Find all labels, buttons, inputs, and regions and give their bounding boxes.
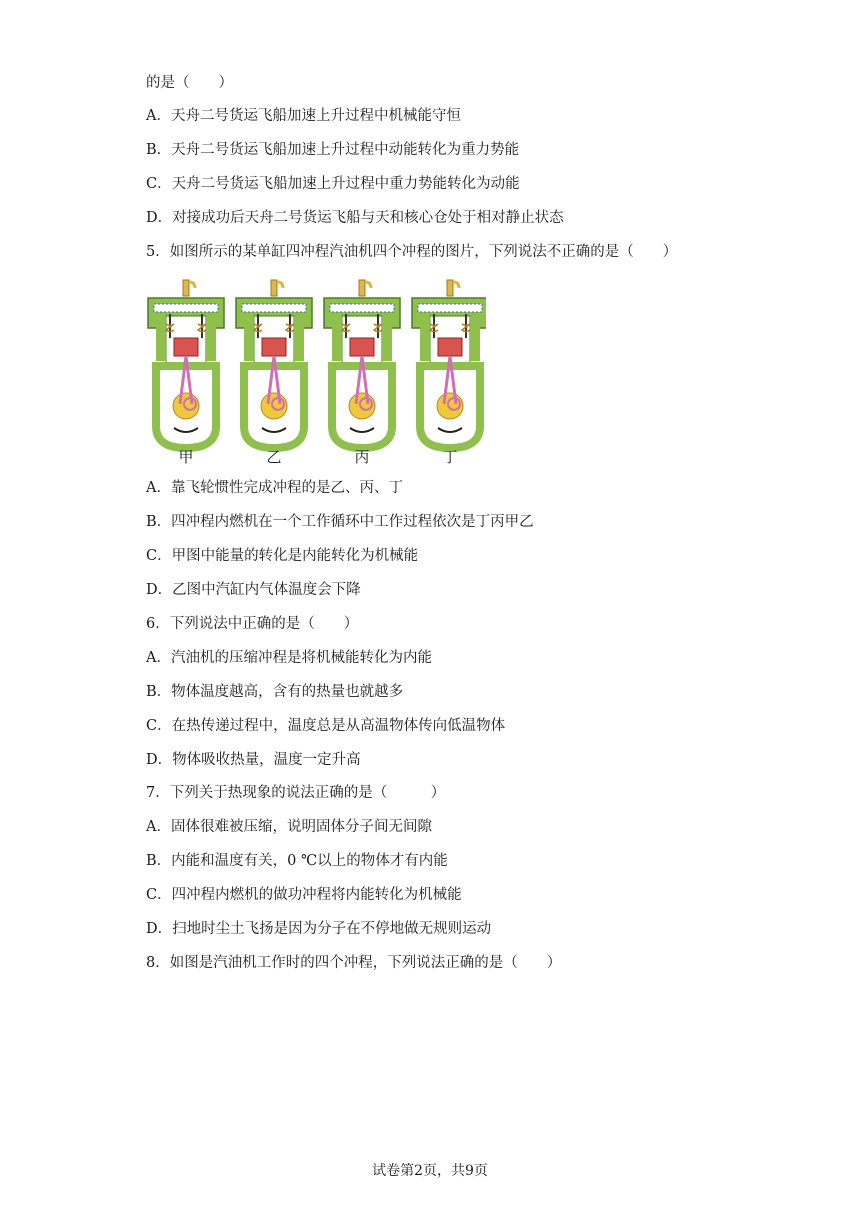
engine-ding [412,280,486,448]
label-bing: 丙 [354,448,370,466]
option-b: B．物体温度越高，含有的热量也就越多 [146,684,404,700]
option-c: C．在热传递过程中，温度总是从高温物体传向低温物体 [146,718,506,734]
question-7: 7．下列关于热现象的说法正确的是（ ） [146,785,446,801]
option-a: A．靠飞轮惯性完成冲程的是乙、丙、丁 [146,480,403,496]
question-6: 6．下列说法中正确的是（ ） [146,616,359,632]
label-yi: 乙 [266,448,282,466]
engine-diagram [146,276,486,466]
question-5: 5．如图所示的某单缸四冲程汽油机四个冲程的图片，下列说法不正确的是（ ） [146,244,678,260]
option-a: A．汽油机的压缩冲程是将机械能转化为内能 [146,650,432,666]
option-d: D．扫地时尘土飞扬是因为分子在不停地做无规则运动 [146,921,492,937]
engine-jia [148,280,224,448]
option-d: D．物体吸收热量，温度一定升高 [146,752,361,768]
option-d: D．对接成功后天舟二号货运飞船与天和核心仓处于相对静止状态 [146,210,564,226]
engine-bing [324,280,400,448]
engine-yi [236,280,312,448]
option-a: A．天舟二号货运飞船加速上升过程中机械能守恒 [146,108,461,124]
page-footer: 试卷第2页，共9页 [372,1163,488,1179]
label-jia: 甲 [178,448,194,466]
option-b: B．天舟二号货运飞船加速上升过程中动能转化为重力势能 [146,142,520,158]
option-c: C．四冲程内燃机的做功冲程将内能转化为机械能 [146,887,462,903]
option-c: C．天舟二号货运飞船加速上升过程中重力势能转化为动能 [146,176,520,192]
option-a: A．固体很难被压缩，说明固体分子间无间隙 [146,819,432,835]
text-line: 的是（ ） [146,75,233,91]
option-c: C．甲图中能量的转化是内能转化为机械能 [146,548,419,564]
engine-strokes-figure [146,276,486,466]
option-d: D．乙图中汽缸内气体温度会下降 [146,582,361,598]
option-b: B．四冲程内燃机在一个工作循环中工作过程依次是丁丙甲乙 [146,514,534,530]
question-8: 8．如图是汽油机工作时的四个冲程，下列说法正确的是（ ） [146,955,562,971]
label-ding: 丁 [442,448,458,466]
option-b: B．内能和温度有关，0 ℃以上的物体才有内能 [146,853,448,869]
